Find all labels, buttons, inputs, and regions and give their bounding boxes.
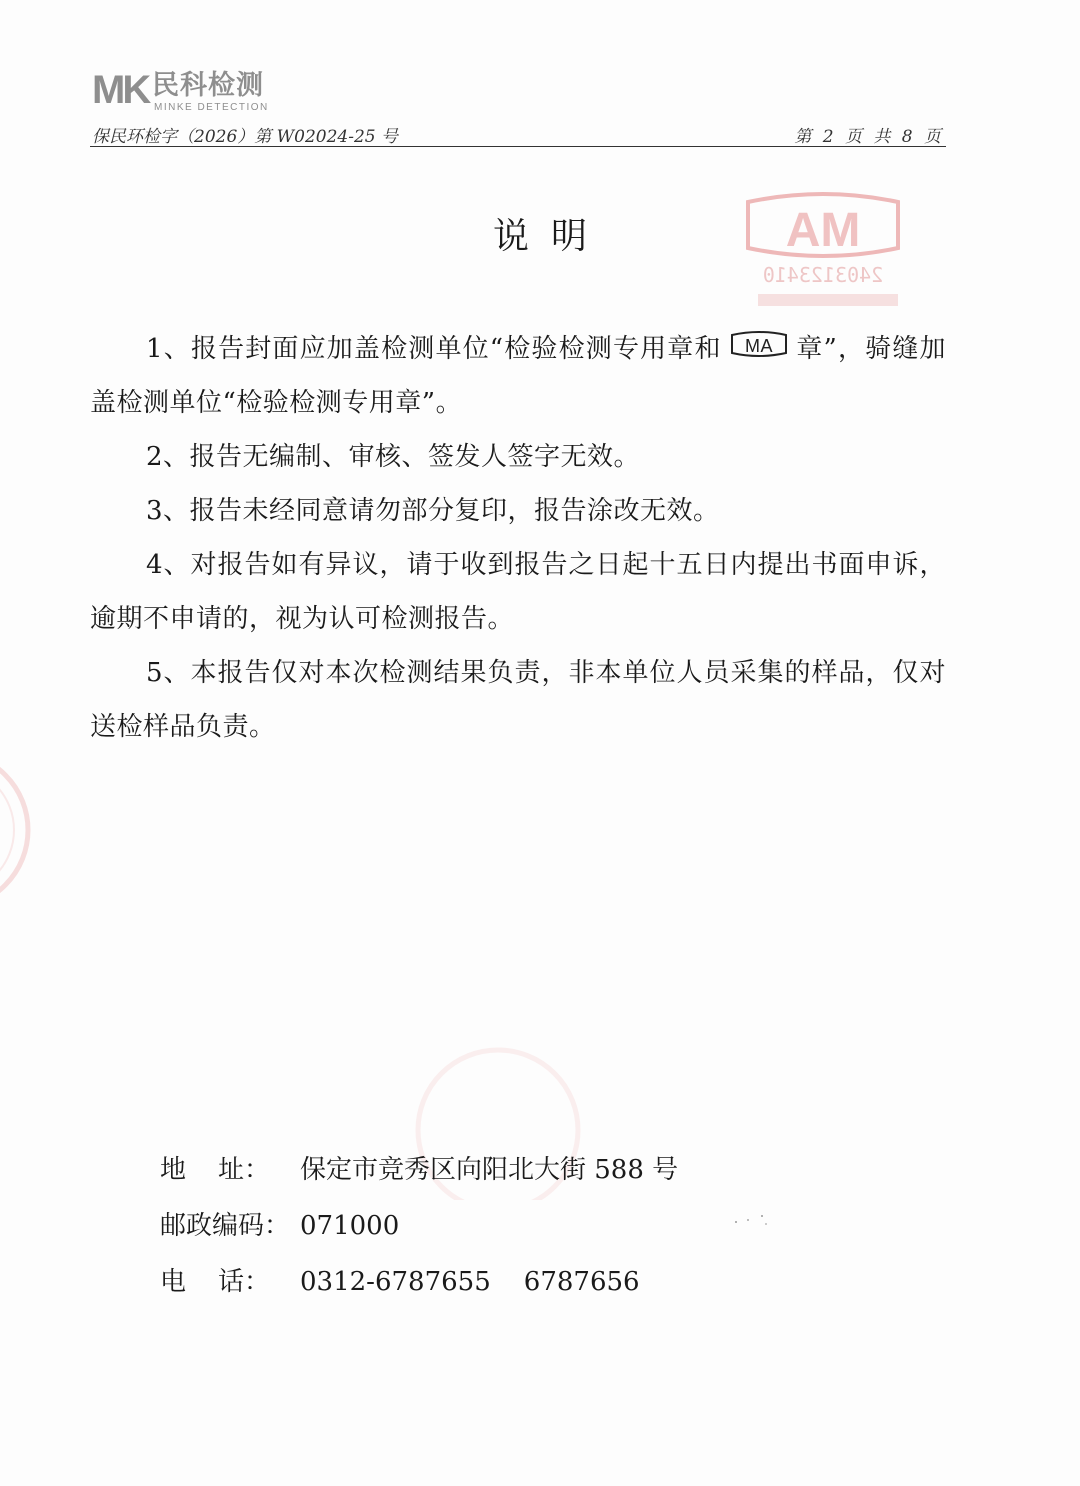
note-1-text-before: 1、报告封面应加盖检测单位“检验检测专用章和 [146,334,722,364]
ma-mark-icon [728,331,790,359]
postcode-row [160,1198,678,1254]
logo-mark: MK [92,68,149,112]
stamp-number: 2403123410 [762,263,884,287]
note-4: 4、对报告如有异议，请于收到报告之日起十五日内提出书面申诉，逾期不申请的，视为认可检测报告。 [90,550,946,634]
note-2: 2、报告无编制、审核、签发人签字无效。 [146,442,641,472]
phone-label: 电 话： [160,1267,270,1297]
scan-specks [730,1210,780,1230]
address-label: 地 址： [160,1155,270,1185]
note-1 [90,322,946,430]
note-5: 5、本报告仅对本次检测结果负责，非本单位人员采集的样品，仅对送检样品负责。 [90,658,946,742]
notes-list [90,322,946,754]
note-3: 3、报告未经同意请勿部分复印，报告涂改无效。 [146,496,720,526]
postcode-value: 071000 [300,1211,400,1241]
contact-info [160,1142,678,1310]
stamp-text: MA [785,204,861,257]
phone-value: 0312-6787655 6787656 [300,1267,640,1297]
address-row [160,1142,678,1198]
logo-subtitle: MINKE DETECTION [154,102,269,113]
report-number: 保民环检字（2026）第 W02024-25 号 [92,127,398,147]
seal-remnant-left [0,730,40,930]
note-1-text-after: 章”，骑缝加盖检测单位“检验检测专用章”。 [90,334,946,418]
ma-mark-text: MA [744,336,773,356]
header-divider [90,146,946,147]
postcode-label: 邮政编码： [160,1211,291,1241]
page-indicator: 第 2 页 共 8 页 [794,127,944,147]
logo-name: 民科检测 [152,70,264,101]
company-logo [92,70,292,118]
address-value: 保定市竞秀区向阳北大街 588 号 [300,1155,679,1185]
page-title: 说明 [492,216,609,257]
phone-row [160,1254,678,1310]
